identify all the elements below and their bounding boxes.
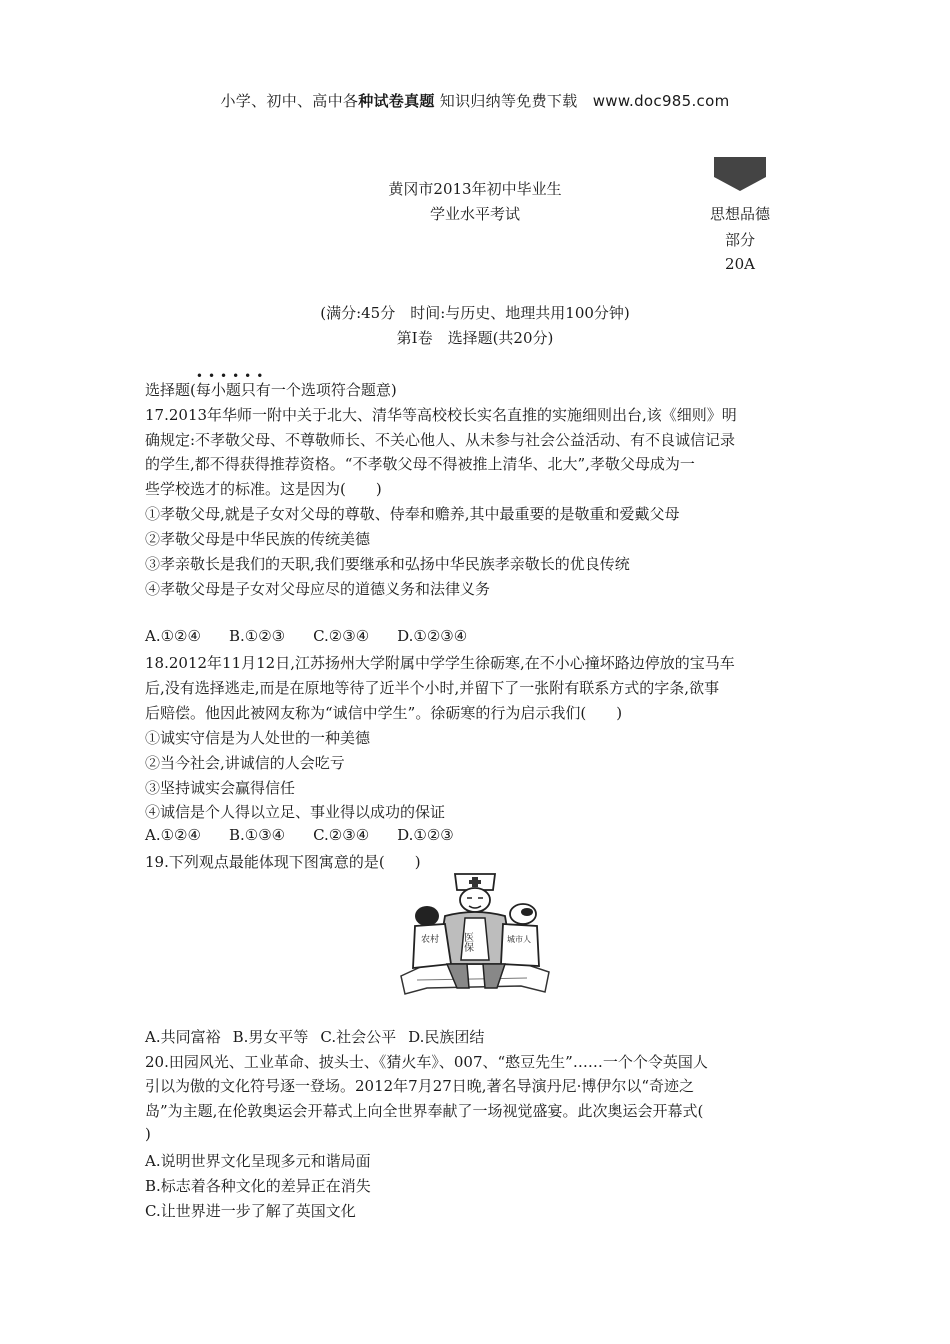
cartoon-label-center: 医保 — [461, 932, 473, 952]
q20-option-a[interactable]: A.说明世界文化呈现多元和谐局面 — [145, 1152, 371, 1170]
exam-title-line2: 学业水平考试 — [429, 205, 520, 223]
q20-option-c[interactable]: C.让世界进一步了解了英国文化 — [145, 1202, 356, 1220]
q17-option-b[interactable]: B.①②③ — [228, 627, 286, 645]
cartoon-illustration — [397, 868, 553, 1000]
instruction-suffix: 选项符合题意) — [300, 381, 397, 399]
q18-options — [145, 826, 482, 844]
page-header — [0, 90, 950, 111]
q17-option-d[interactable]: D.①②③④ — [397, 627, 468, 645]
q20-option-b[interactable]: B.标志着各种文化的差异正在消失 — [145, 1177, 371, 1195]
q17-option-a[interactable]: A.①②④ — [145, 627, 201, 645]
exam-title-line1: 黄冈市2013年初中毕业生 — [388, 180, 562, 198]
subject-name: 思想品德 — [709, 205, 770, 223]
q20-line: 引以为傲的文化符号逐一登场。2012年7月27日晚,著名导演丹尼·博伊尔以“奇迹之 — [145, 1077, 695, 1095]
q19-stem: 19.下列观点最能体现下图寓意的是( ) — [145, 853, 421, 871]
q17-options — [145, 627, 495, 645]
q18-statement: ③坚持诚实会赢得信任 — [145, 779, 296, 797]
cartoon-label-right: 城市人 — [507, 935, 531, 944]
header-text-2: 种试卷真题 — [358, 92, 435, 110]
instruction-emphasis — [195, 369, 301, 399]
subject-part: 部分 — [724, 231, 755, 249]
q20-line: ) — [145, 1125, 151, 1143]
q17-option-c[interactable]: C.②③④ — [313, 627, 370, 645]
q17-line: 17.2013年华师一附中关于北大、清华等高校校长实名直推的实施细则出台,该《细则》明 — [145, 406, 737, 424]
q17-statement: ①孝敬父母,就是子女对父母的尊敬、侍奉和赡养,其中最重要的是敬重和爱戴父母 — [145, 505, 680, 523]
exam-meta: (满分:45分 时间:与历史、地理共用100分钟) — [320, 304, 630, 322]
q19-option-b[interactable]: B.男女平等 — [232, 1028, 309, 1046]
cartoon-label-left: 农村 — [421, 935, 440, 945]
q17-line: 的学生,都不得获得推荐资格。“不孝敬父母不得被推上清华、北大”,孝敬父母成为一 — [145, 455, 695, 473]
instruction-prefix: 选择题( — [145, 381, 196, 399]
header-text-1: 小学、初中、高中各 — [220, 92, 359, 110]
q18-statement: ①诚实守信是为人处世的一种美德 — [145, 729, 371, 747]
section-instruction — [145, 369, 397, 400]
header-text-3: 知识归纳等免费下载 — [434, 92, 583, 110]
q18-option-d[interactable]: D.①②③ — [397, 826, 454, 844]
q17-line: 确规定:不孝敬父母、不尊敬师长、不关心他人、从未参与社会公益活动、有不良诚信记录 — [145, 431, 736, 449]
q18-line: 后赔偿。他因此被网友称为“诚信中学生”。徐砺寒的行为启示我们( ) — [145, 704, 623, 722]
q18-option-a[interactable]: A.①②④ — [145, 826, 201, 844]
part-title: 第Ⅰ卷 选择题(共20分) — [396, 329, 554, 347]
q18-option-b[interactable]: B.①③④ — [228, 826, 286, 844]
subject-code: 20A — [725, 255, 755, 273]
subject-tag-icon — [714, 157, 766, 191]
q17-statement: ②孝敬父母是中华民族的传统美德 — [145, 530, 371, 548]
instruction-emph-text: 每小题只有一个 — [195, 381, 301, 399]
q17-statement: ④孝敬父母是子女对父母应尽的道德义务和法律义务 — [145, 580, 491, 598]
q17-line: 些学校选才的标准。这是因为( ) — [145, 480, 382, 498]
q18-statement: ④诚信是个人得以立足、事业得以成功的保证 — [145, 803, 446, 821]
q19-option-a[interactable]: A.共同富裕 — [145, 1028, 221, 1046]
q17-statement: ③孝亲敬长是我们的天职,我们要继承和弘扬中华民族孝亲敬长的优良传统 — [145, 555, 630, 573]
emphasis-dots: •••••• — [195, 369, 269, 383]
q18-statement: ②当今社会,讲诚信的人会吃亏 — [145, 754, 345, 772]
q20-line: 岛”为主题,在伦敦奥运会开幕式上向全世界奉献了一场视觉盛宴。此次奥运会开幕式( — [145, 1102, 704, 1120]
q18-line: 后,没有选择逃走,而是在原地等待了近半个小时,并留下了一张附有联系方式的字条,欲事 — [145, 679, 720, 697]
q20-line: 20.田园风光、工业革命、披头士、《猜火车》、007、“憨豆先生”……一个个令英国人 — [145, 1053, 708, 1071]
q19-option-c[interactable]: C.社会公平 — [320, 1028, 397, 1046]
q19-options — [145, 1026, 496, 1047]
q18-option-c[interactable]: C.②③④ — [313, 826, 370, 844]
q18-line: 18.2012年11月12日,江苏扬州大学附属中学学生徐砺寒,在不小心撞坏路边停放的宝马车 — [145, 654, 735, 672]
header-url[interactable]: www.doc985.com — [592, 92, 730, 110]
q19-option-d[interactable]: D.民族团结 — [408, 1028, 485, 1046]
